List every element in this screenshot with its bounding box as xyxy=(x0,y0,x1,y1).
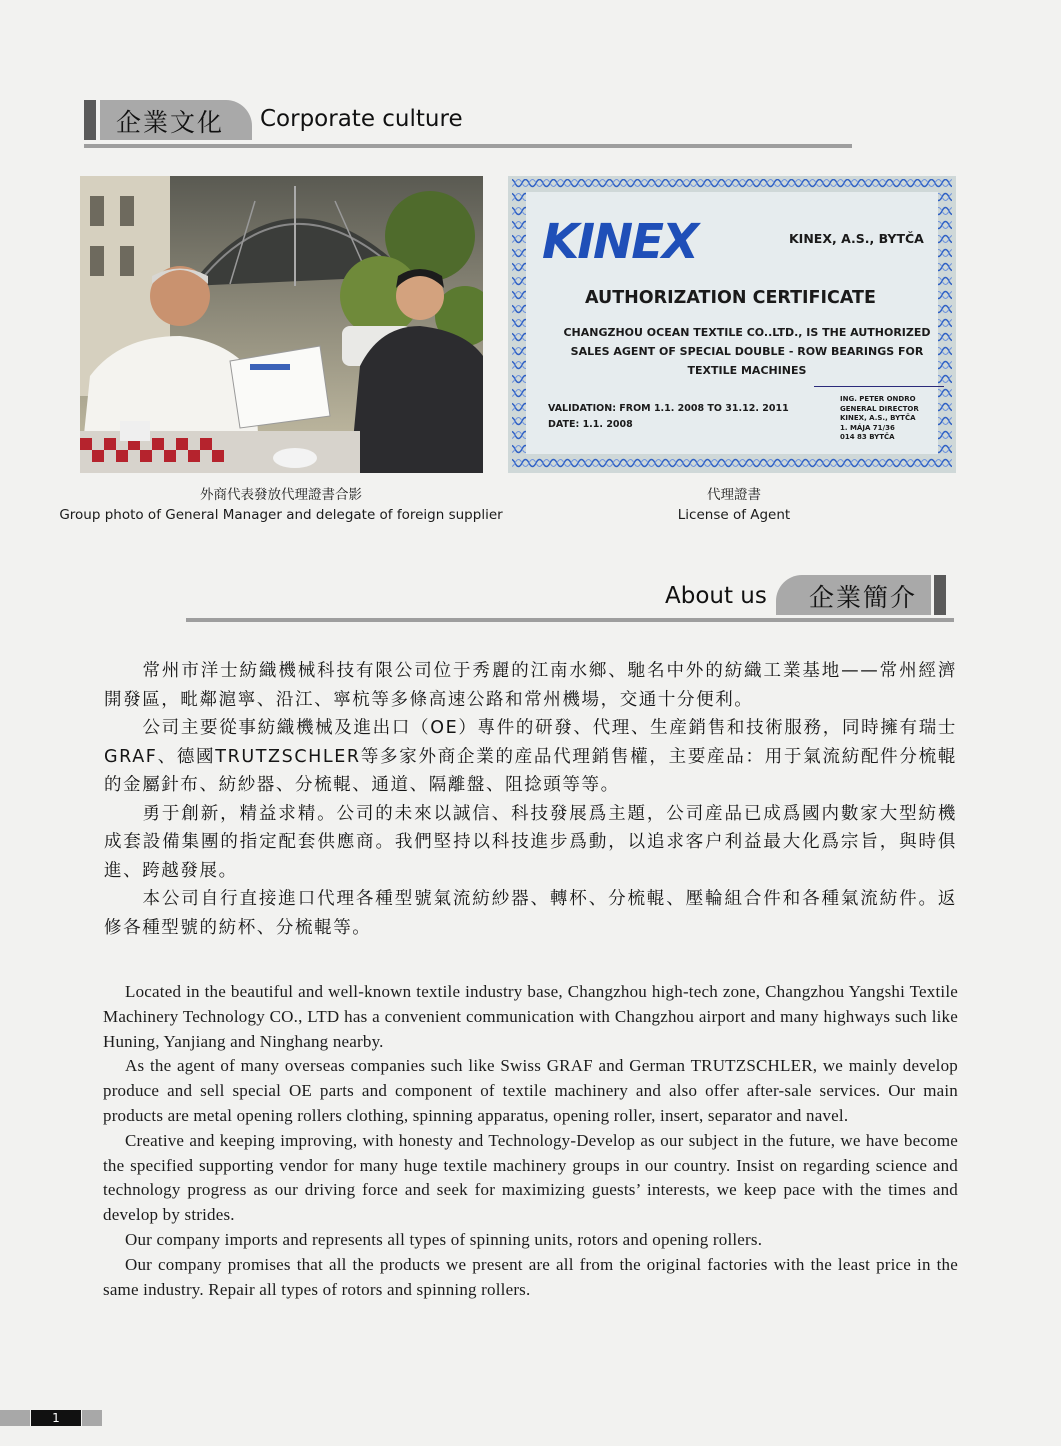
signer-line: 1. MÁJA 71/36 xyxy=(840,423,895,432)
section-title-en: About us xyxy=(665,583,767,609)
certificate-title: AUTHORIZATION CERTIFICATE xyxy=(585,288,876,308)
certificate-company: KINEX, A.S., BYTČA xyxy=(789,231,924,246)
certificate-line: CHANGZHOU OCEAN TEXTILE CO..LTD., IS THE AUTHORIZED xyxy=(563,326,931,339)
signer-line: KINEX, A.S., BYTČA xyxy=(840,414,916,422)
signer-line: 014 83 BYTČA xyxy=(840,433,895,441)
group-photo xyxy=(80,176,483,473)
header-rule xyxy=(186,618,954,622)
certificate-caption-cn: 代理證書 xyxy=(707,487,761,503)
certificate-line: SALES AGENT OF SPECIAL DOUBLE - ROW BEARINGS FOR xyxy=(570,345,924,358)
paragraph: 公司主要從事紡織機械及進出口（OE）專件的研發、代理、生産銷售和技術服務，同時擁有瑞士GRAF、德國TRUTZSCHLER等多家外商企業的産品代理銷售權，主要産品：用于氣流紡配件分梳輥的金屬針布、紡紗器、分梳輥、通道、隔離盤、阻捻頭等等。 xyxy=(104,718,957,795)
footer-bar-left xyxy=(0,1410,30,1426)
photo-caption-cn: 外商代表發放代理證書合影 xyxy=(200,487,362,503)
kinex-logo: KINEX xyxy=(542,214,698,270)
photo-caption-en: Group photo of General Manager and delegate of foreign supplier xyxy=(59,507,503,523)
about-text-en xyxy=(103,980,958,1302)
page-number: 1 xyxy=(31,1410,81,1426)
section-title-cn: 企業簡介 xyxy=(809,583,918,612)
signer-line: ING. PETER ONDRO xyxy=(840,395,916,403)
signature xyxy=(814,374,944,387)
header-accent-bar xyxy=(934,575,946,615)
section-title-cn: 企業文化 xyxy=(116,108,225,137)
authorization-certificate xyxy=(508,176,956,473)
photo-caption xyxy=(56,485,506,525)
certificate-body xyxy=(532,323,956,380)
certificate-signer xyxy=(840,395,919,443)
certificate-validation: VALIDATION: FROM 1.1. 2008 TO 31.12. 2011 xyxy=(548,403,789,414)
header-accent-bar xyxy=(84,100,96,140)
paragraph: Creative and keeping improving, with honesty and Technology-Develop as our subject in the future, we have become the specified supporting vendor for many huge textile machinery groups in our country. Insist on regarding science and technology progress as our driving force and seek for maximizing guests’ interests, we keep pace with the times and develop by strides. xyxy=(103,1130,958,1225)
paragraph: 本公司自行直接進口代理各種型號氣流紡紗器、轉杯、分梳輥、壓輪組合件和各種氣流紡件。返修各種型號的紡杯、分梳輥等。 xyxy=(104,889,957,938)
paragraph: Our company imports and represents all types of spinning units, rotors and opening rollers. xyxy=(125,1229,763,1249)
footer-bar-right xyxy=(82,1410,102,1426)
paragraph: Our company promises that all the products we present are all from the original factories with the least price in the same industry. Repair all types of rotors and spinning rollers. xyxy=(103,1254,958,1299)
certificate-caption xyxy=(584,485,884,525)
header-rule xyxy=(84,144,852,148)
certificate-line: TEXTILE MACHINES xyxy=(687,364,807,377)
group-photo-illustration xyxy=(80,176,483,473)
section-title-en: Corporate culture xyxy=(260,106,463,132)
signer-line: GENERAL DIRECTOR xyxy=(840,404,919,413)
certificate-date: DATE: 1.1. 2008 xyxy=(548,419,633,430)
paragraph: 勇于創新，精益求精。公司的未來以誠信、科技發展爲主題，公司産品已成爲國内數家大型紡機成套設備集團的指定配套供應商。我們堅持以科技進步爲動，以追求客户利益最大化爲宗旨，與時俱進、跨越發展。 xyxy=(104,803,957,881)
certificate-caption-en: License of Agent xyxy=(677,507,791,523)
paragraph: Located in the beautiful and well-known textile industry base, Changzhou high-tech zone, Changzhou Yangshi Textile Machinery Technology CO., LTD has a convenient communication with Changzhou airport and many highways such like Huning, Yanjiang and Ninghang nearby. xyxy=(103,982,958,1051)
paragraph: As the agent of many overseas companies such like Swiss GRAF and German TRUTZSCHLER, we mainly develop produce and sell special OE parts and component of textile machinery and also offer after-sale services. Our main products are metal opening rollers clothing, spinning apparatus, opening roller, insert, separator and navel. xyxy=(103,1056,958,1125)
about-text-cn xyxy=(104,657,957,942)
paragraph: 常州市洋士紡織機械科技有限公司位于秀麗的江南水鄉、馳名中外的紡織工業基地——常州經濟開發區，毗鄰滬寧、沿江、寧杭等多條高速公路和常州機場，交通十分便利。 xyxy=(104,661,957,710)
